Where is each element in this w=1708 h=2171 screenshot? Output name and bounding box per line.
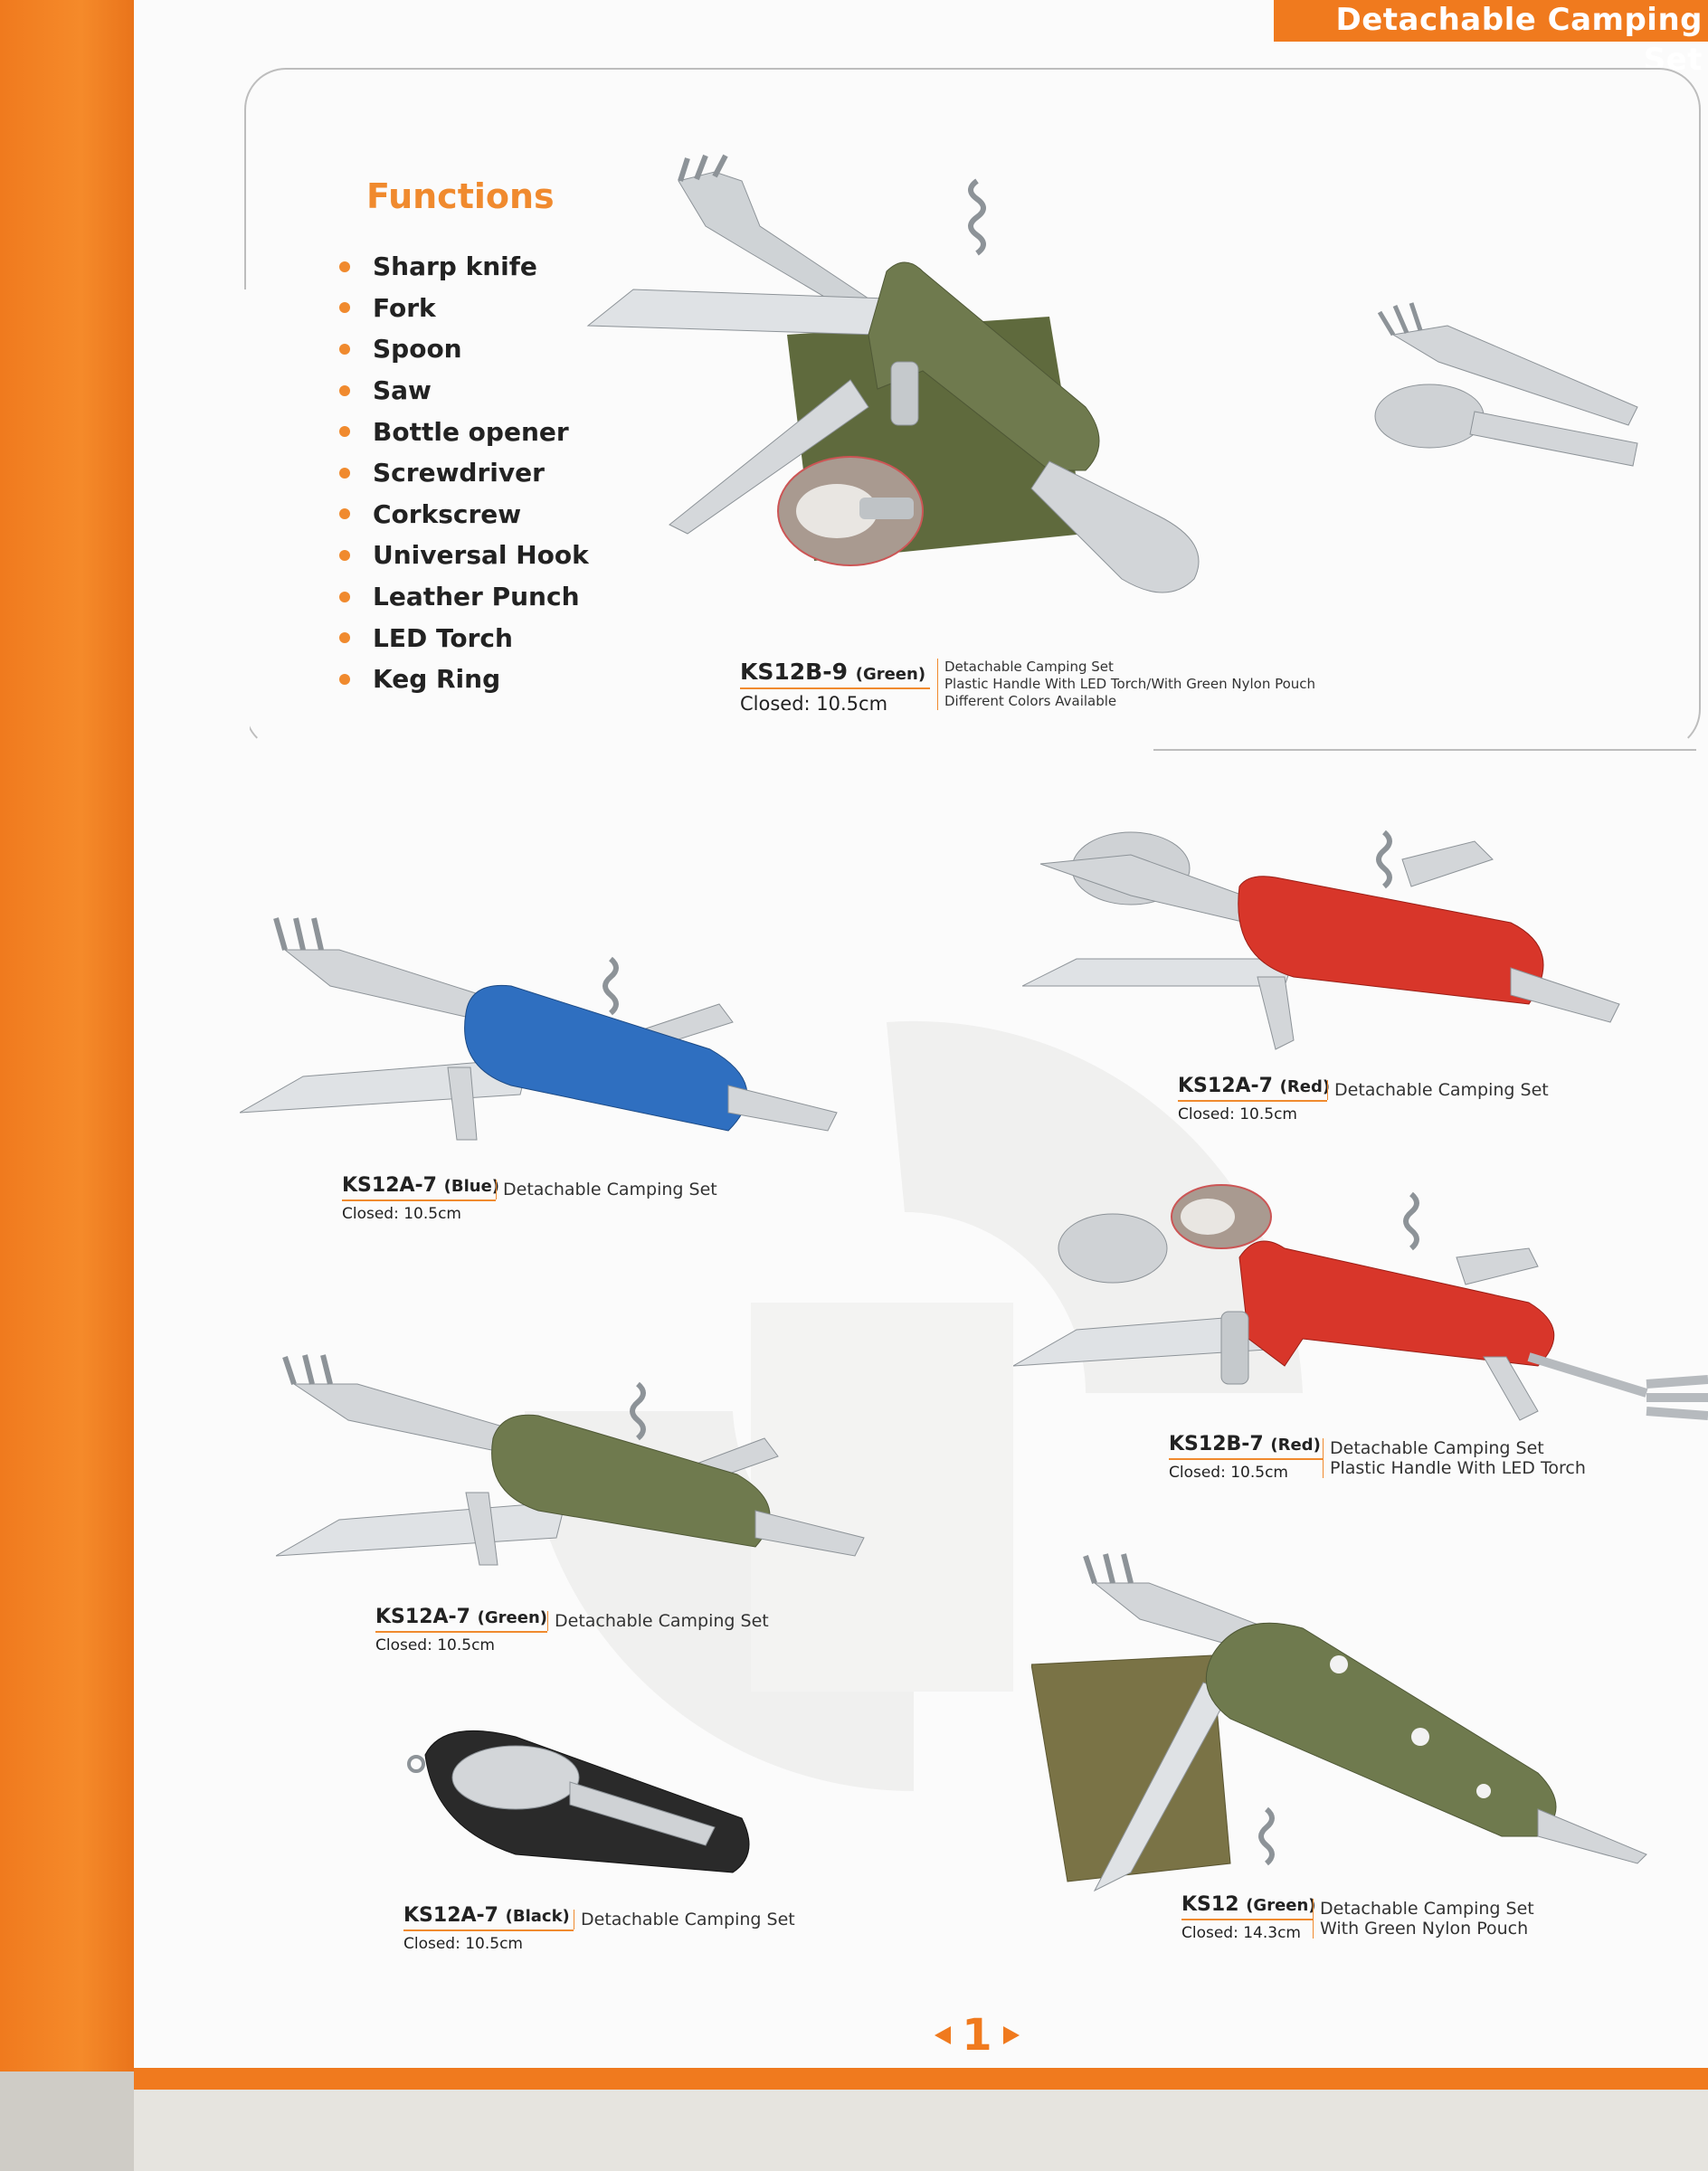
header-title: Detachable Camping Set (1274, 0, 1708, 42)
prev-page-icon[interactable] (935, 2026, 951, 2044)
product-closed-size: Closed: 10.5cm (342, 1205, 461, 1223)
list-item: Leather Punch (339, 576, 589, 618)
list-item: Corkscrew (339, 494, 589, 536)
bullet-icon (339, 632, 350, 643)
product-closed-size: Closed: 10.5cm (1178, 1105, 1297, 1123)
product-description: Detachable Camping Set Plastic Handle With LED Torch/With Green Nylon Pouch Different Colors Available (937, 659, 1315, 710)
page-underlay (134, 2090, 1708, 2171)
functions-title: Functions (366, 176, 555, 216)
product-caption (342, 1174, 717, 1223)
product-description: Detachable Camping Set (547, 1611, 769, 1631)
product-closed-size: Closed: 14.3cm (1181, 1924, 1301, 1942)
list-item: Bottle opener (339, 411, 589, 452)
orange-spine (0, 0, 136, 2171)
blue-tool-image (240, 914, 855, 1158)
caption-underline (375, 1631, 547, 1633)
page-navigation (923, 2010, 1031, 2061)
product-caption (1178, 1075, 1549, 1123)
caption-underline (403, 1929, 574, 1931)
product-closed-size: Closed: 10.5cm (740, 693, 888, 715)
bullet-icon (339, 468, 350, 479)
loose-fork-spoon-image (1366, 299, 1665, 488)
product-caption (1169, 1433, 1586, 1482)
product-closed-size: Closed: 10.5cm (1169, 1464, 1288, 1482)
product-model: KS12A-7 (Blue) (342, 1174, 500, 1197)
page-bottom-strip (134, 2068, 1708, 2090)
featured-tool-image (579, 154, 1212, 687)
product-caption (403, 1904, 795, 1953)
caption-underline (342, 1199, 496, 1201)
product-closed-size: Closed: 10.5cm (403, 1935, 523, 1953)
bullet-icon (339, 385, 350, 396)
product-description: Detachable Camping Set (1327, 1080, 1549, 1100)
bullet-icon (339, 261, 350, 272)
caption-underline (1181, 1919, 1313, 1920)
green-tool-image (276, 1348, 882, 1583)
product-model: KS12A-7 (Red) (1178, 1075, 1331, 1097)
feature-panel-bottom-line (1153, 749, 1696, 751)
bullet-icon (339, 674, 350, 685)
spine-lower (0, 2071, 136, 2171)
bullet-icon (339, 426, 350, 437)
red-tool-image (1022, 805, 1656, 1058)
product-description: Detachable Camping Set (574, 1910, 795, 1929)
caption-underline (1178, 1100, 1327, 1102)
ks12-green-tool-image (1031, 1538, 1665, 1900)
product-model: KS12B-9 (Green) (740, 659, 926, 685)
product-description: Detachable Camping Set (496, 1180, 717, 1199)
bullet-icon (339, 550, 350, 561)
bullet-icon (339, 302, 350, 313)
red-torch-tool-image (1013, 1176, 1708, 1447)
page-number: 1 (962, 2010, 992, 2061)
list-item: Screwdriver (339, 452, 589, 494)
caption-underline (1169, 1458, 1323, 1460)
bullet-icon (339, 592, 350, 602)
product-caption (375, 1606, 769, 1654)
bullet-icon (339, 344, 350, 355)
product-model: KS12A-7 (Green) (375, 1606, 547, 1628)
feature-panel-gap (237, 289, 250, 760)
list-item: Keg Ring (339, 659, 589, 700)
list-item: LED Torch (339, 617, 589, 659)
product-closed-size: Closed: 10.5cm (375, 1636, 495, 1654)
product-model: KS12A-7 (Black) (403, 1904, 570, 1927)
functions-list (339, 246, 589, 700)
caption-underline (740, 687, 930, 689)
product-model: KS12 (Green) (1181, 1893, 1316, 1916)
list-item: Fork (339, 288, 589, 329)
product-description: Detachable Camping Set With Green Nylon Pouch (1313, 1899, 1534, 1939)
black-tool-image (407, 1719, 769, 1882)
next-page-icon[interactable] (1003, 2026, 1020, 2044)
product-caption (1181, 1893, 1534, 1942)
list-item: Saw (339, 370, 589, 412)
featured-caption (740, 659, 1316, 715)
list-item: Universal Hook (339, 535, 589, 576)
product-description: Detachable Camping Set Plastic Handle With LED Torch (1323, 1438, 1586, 1478)
bullet-icon (339, 508, 350, 519)
product-model: KS12B-7 (Red) (1169, 1433, 1321, 1455)
list-item: Spoon (339, 328, 589, 370)
list-item: Sharp knife (339, 246, 589, 288)
